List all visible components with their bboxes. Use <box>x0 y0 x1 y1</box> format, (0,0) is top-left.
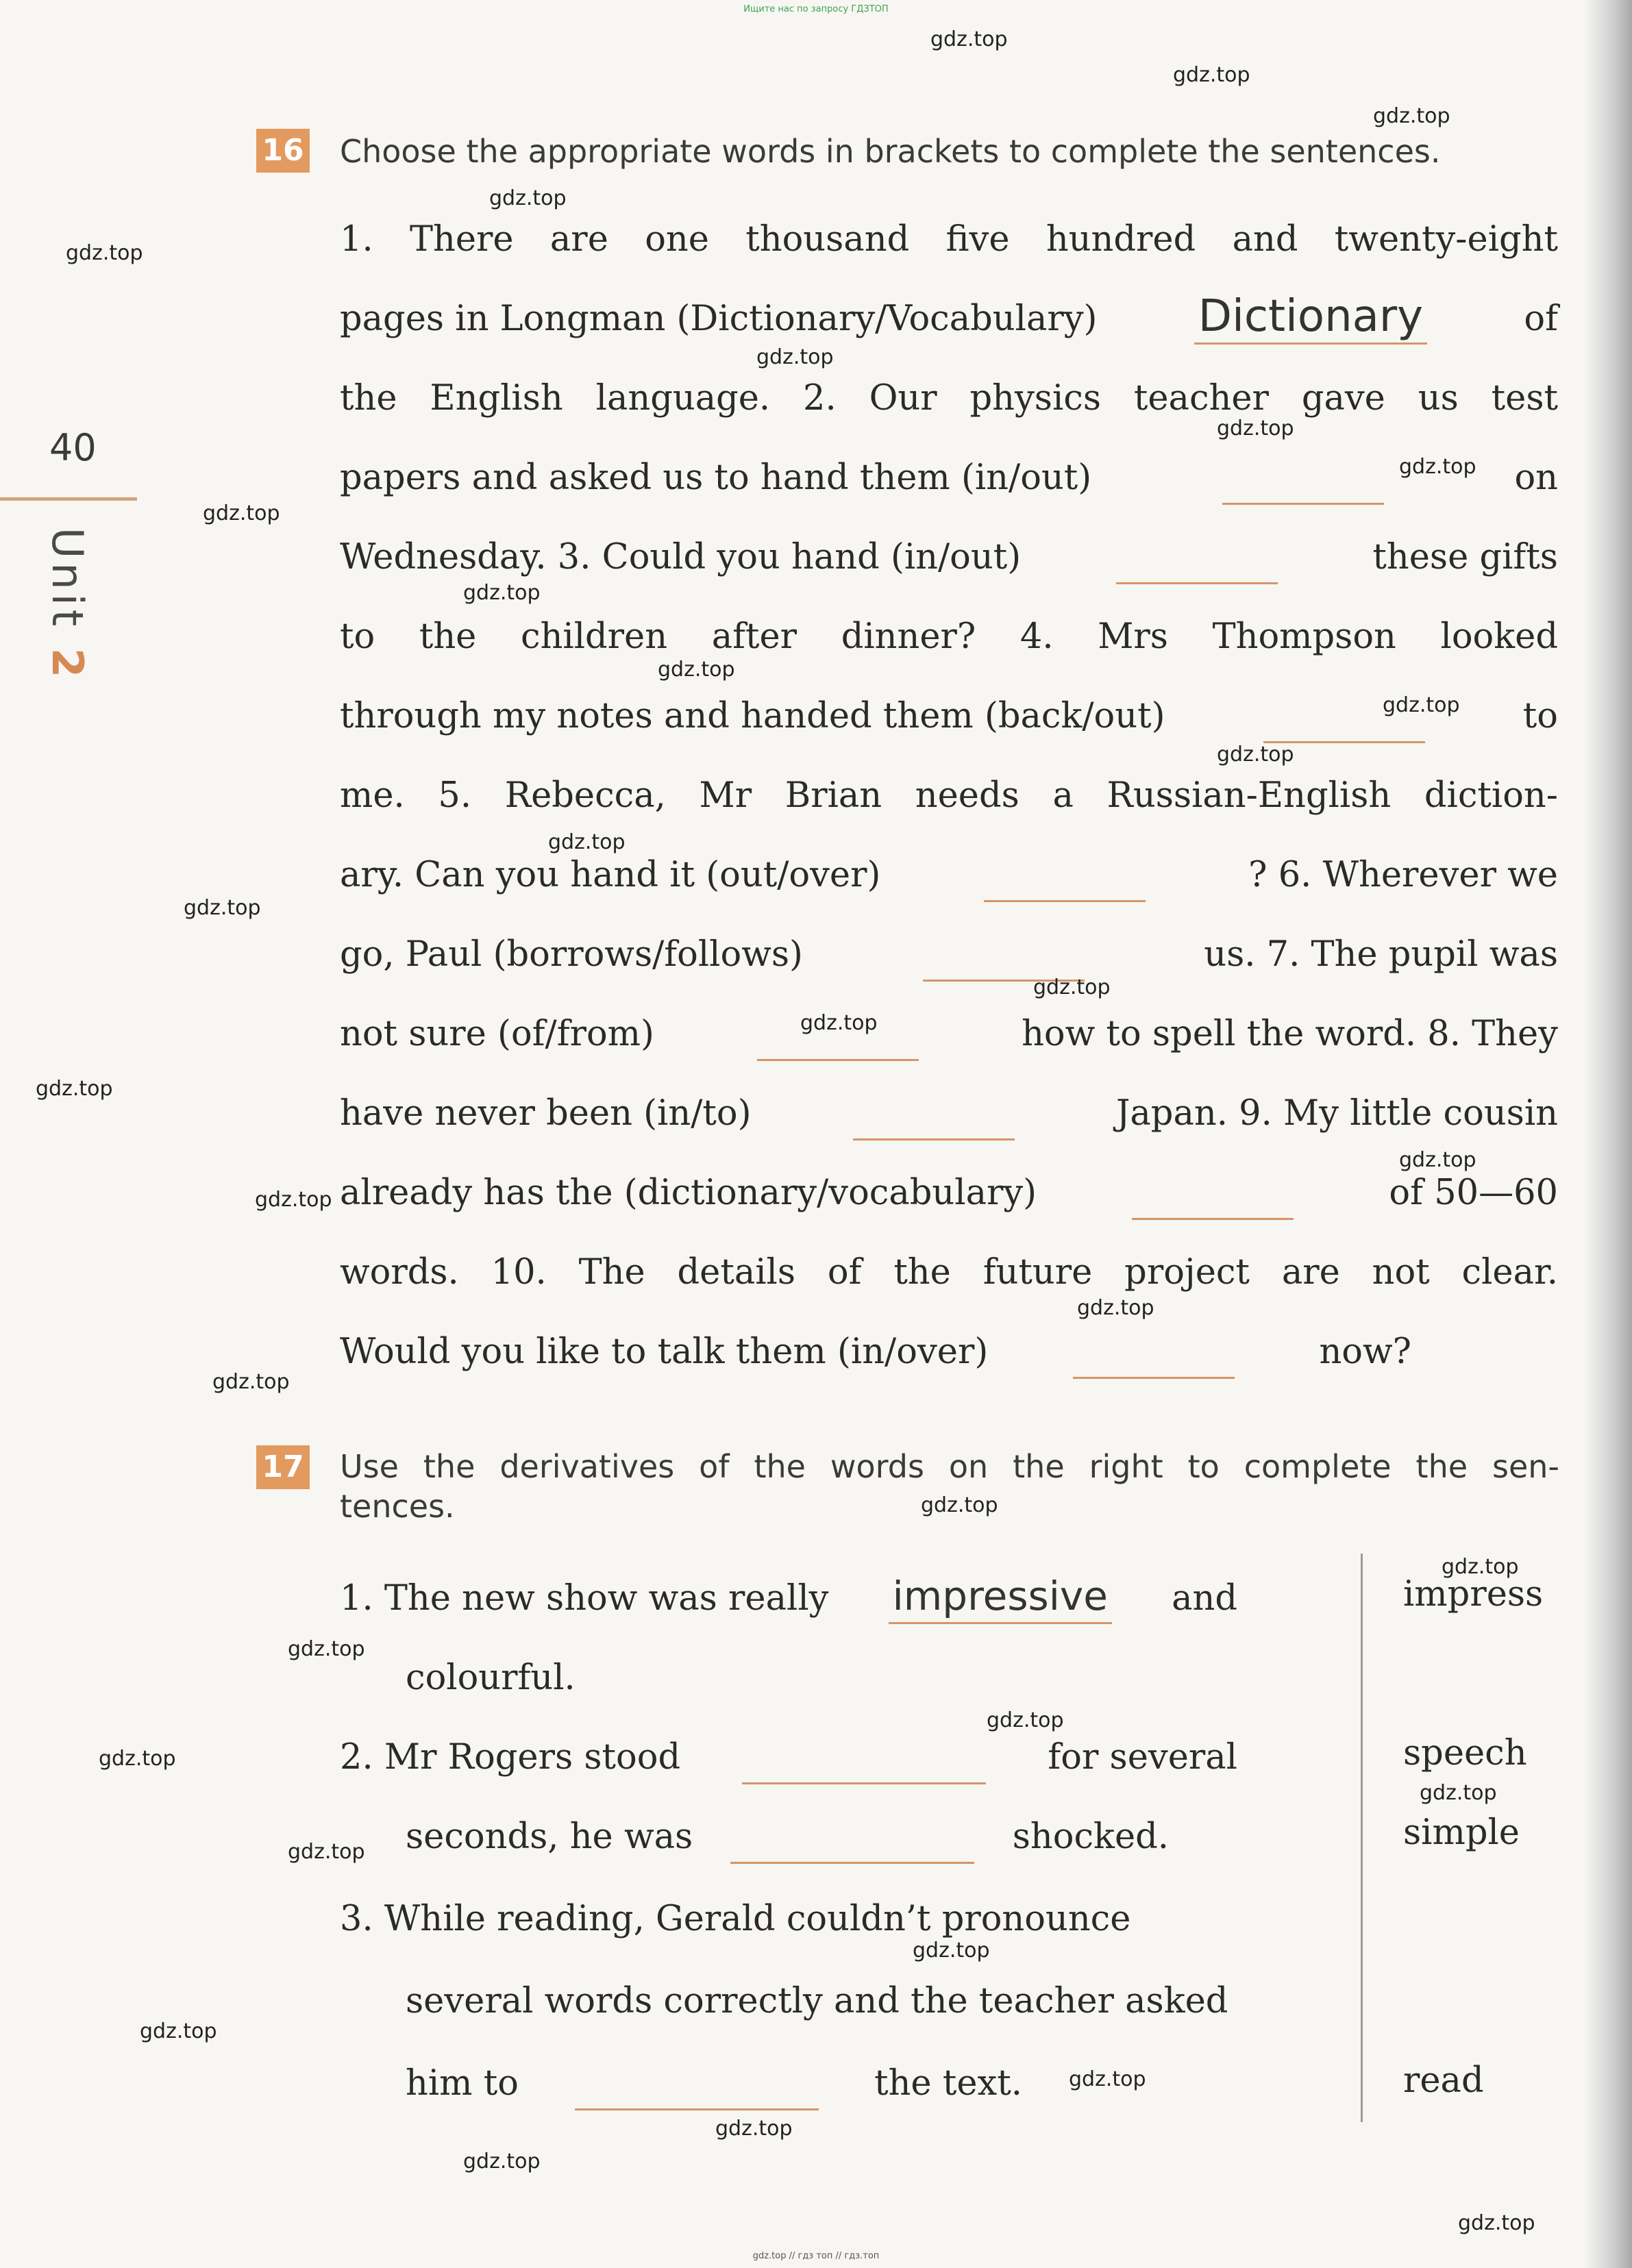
watermark: gdz.top <box>1383 693 1460 717</box>
watermark: gdz.top <box>463 2149 541 2173</box>
root-word-read: read <box>1403 2060 1484 2101</box>
watermark: gdz.top <box>99 1747 176 1771</box>
watermark: gdz.top <box>140 2019 217 2043</box>
text-segment: papers and asked us to hand them (in/out) <box>340 458 1092 498</box>
watermark: gdz.top <box>463 581 541 605</box>
answer-blank[interactable] <box>1116 541 1278 584</box>
text-segment: Would you like to talk them (in/over) <box>340 1332 989 1372</box>
ex16-line <box>340 359 1558 438</box>
text-segment: 1. There are one thousand five hundred and twenty-eight <box>340 219 1558 260</box>
watermark: gdz.top <box>1173 63 1250 87</box>
watermark: gdz.top <box>548 830 626 854</box>
ex16-line <box>340 200 1558 279</box>
text-segment: go, Paul (borrows/follows) <box>340 934 803 975</box>
ex17-text: seconds, he was <box>406 1817 693 1857</box>
watermark: gdz.top <box>1442 1555 1519 1579</box>
ex17-text: shocked. <box>1012 1817 1169 1857</box>
watermark: gdz.top <box>930 27 1008 51</box>
ex16-line <box>340 995 1558 1074</box>
text-segment: already has the (dictionary/vocabulary) <box>340 1173 1037 1213</box>
text-segment: ? 6. Wherever we <box>1248 855 1558 895</box>
answer-blank[interactable] <box>1132 1177 1294 1220</box>
ex16-line <box>340 1312 1411 1392</box>
watermark: gdz.top <box>184 896 261 920</box>
exercise-17-instruction-line-1: Use the derivatives of the words on the right to complete the sen- <box>340 1448 1559 1485</box>
text-segment: of 50—60 <box>1389 1173 1558 1213</box>
answer-blank[interactable] <box>853 1097 1015 1141</box>
exercise-17-instruction-line-2: tences. <box>340 1488 455 1525</box>
ex16-line <box>340 677 1558 756</box>
ex17-blank-2a[interactable] <box>742 1741 986 1784</box>
ex17-line-3 <box>340 1718 1237 1797</box>
unit-word: Unit <box>42 527 92 631</box>
watermark: gdz.top <box>36 1077 113 1101</box>
ex17-text: and <box>1172 1578 1237 1619</box>
page-edge-shadow <box>1584 0 1632 2268</box>
root-word-impress: impress <box>1403 1574 1544 1615</box>
ex17-text: 1. The new show was really <box>340 1578 829 1619</box>
top-note: Ищите нас по запросу ГДЗТОП <box>743 4 889 14</box>
watermark: gdz.top <box>921 1493 998 1517</box>
watermark: gdz.top <box>658 658 735 682</box>
ex17-blank-3[interactable] <box>575 2067 819 2110</box>
ex16-line <box>340 756 1558 836</box>
ex16-line <box>340 1154 1558 1233</box>
exercise-16-badge: 16 <box>256 129 310 173</box>
answer-handwritten[interactable]: Dictionary <box>1194 295 1427 345</box>
ex16-line <box>340 915 1558 995</box>
watermark: gdz.top <box>800 1011 878 1035</box>
watermark: gdz.top <box>1458 2211 1535 2235</box>
watermark: gdz.top <box>913 1939 990 1962</box>
text-segment: pages in Longman (Dictionary/Vocabulary) <box>340 299 1098 339</box>
watermark: gdz.top <box>489 186 567 210</box>
root-word-simple: simple <box>1403 1812 1520 1853</box>
ex17-text: for several <box>1048 1737 1237 1778</box>
text-segment: ary. Can you hand it (out/over) <box>340 855 881 895</box>
text-segment: to the children after dinner? 4. Mrs Thompson looked <box>340 616 1558 657</box>
text-segment: on <box>1514 458 1558 498</box>
watermark: gdz.top <box>288 1637 365 1661</box>
watermark: gdz.top <box>288 1840 365 1864</box>
root-word-speech: speech <box>1403 1733 1527 1773</box>
watermark: gdz.top <box>1217 743 1294 767</box>
ex17-column-divider <box>1361 1554 1363 2122</box>
ex17-line-2: colourful. <box>406 1658 576 1698</box>
watermark: gdz.top <box>756 345 834 369</box>
answer-blank[interactable] <box>1222 462 1384 505</box>
watermark: gdz.top <box>1399 455 1476 479</box>
unit-number: 2 <box>42 647 92 682</box>
page-number: 40 <box>49 426 97 469</box>
text-segment: how to spell the word. 8. They <box>1022 1014 1558 1054</box>
exercise-17-badge: 17 <box>256 1445 310 1489</box>
watermark: gdz.top <box>255 1188 332 1212</box>
ex16-line <box>340 1074 1558 1154</box>
ex16-line <box>340 836 1558 915</box>
watermark: gdz.top <box>203 501 280 525</box>
text-segment: words. 10. The details of the future project are not clear. <box>340 1252 1558 1293</box>
text-segment: not sure (of/from) <box>340 1014 654 1054</box>
watermark: gdz.top <box>1420 1781 1497 1805</box>
text-segment: these gifts <box>1372 537 1558 577</box>
ex17-line-7 <box>406 2044 1022 2123</box>
text-segment: now? <box>1319 1332 1411 1372</box>
text-segment: the English language. 2. Our physics teacher gave us test <box>340 378 1558 419</box>
text-segment: to <box>1522 696 1558 736</box>
watermark: gdz.top <box>1217 416 1294 440</box>
text-segment: of <box>1524 299 1558 339</box>
ex16-line <box>340 279 1558 359</box>
ex17-text: him to <box>406 2063 519 2104</box>
text-segment: us. 7. The pupil was <box>1204 934 1558 975</box>
bottom-note: gdz.top // гдз топ // гдз.топ <box>752 2251 880 2261</box>
text-segment: Wednesday. 3. Could you hand (in/out) <box>340 537 1022 577</box>
unit-label <box>42 527 92 682</box>
exercise-16-instruction: Choose the appropriate words in brackets to complete the sentences. <box>340 133 1441 170</box>
watermark: gdz.top <box>66 241 143 265</box>
text-segment: Japan. 9. My little cousin <box>1115 1093 1558 1134</box>
ex17-line-1 <box>340 1559 1237 1638</box>
ex17-line-4 <box>406 1797 1169 1877</box>
ex16-line <box>340 1233 1558 1312</box>
watermark: gdz.top <box>212 1370 290 1394</box>
ex17-answer-1[interactable]: impressive <box>889 1574 1112 1624</box>
text-segment: me. 5. Rebecca, Mr Brian needs a Russian-English diction- <box>340 775 1558 816</box>
watermark: gdz.top <box>1069 2067 1146 2091</box>
ex16-line <box>340 438 1558 518</box>
watermark: gdz.top <box>715 2117 793 2141</box>
text-segment: through my notes and handed them (back/out) <box>340 696 1165 736</box>
ex17-line-5: 3. While reading, Gerald couldn’t pronounce <box>340 1899 1131 1939</box>
watermark: gdz.top <box>1373 104 1450 128</box>
answer-blank[interactable] <box>1073 1336 1235 1379</box>
watermark: gdz.top <box>1399 1148 1476 1172</box>
watermark: gdz.top <box>1077 1296 1154 1320</box>
ex17-line-6: several words correctly and the teacher asked <box>406 1981 1228 2021</box>
answer-blank[interactable] <box>984 859 1146 902</box>
watermark: gdz.top <box>987 1708 1064 1732</box>
side-divider <box>0 497 137 501</box>
ex17-text: the text. <box>874 2063 1022 2104</box>
ex16-line <box>340 597 1558 677</box>
ex17-blank-2b[interactable] <box>730 1821 974 1864</box>
ex17-text: 2. Mr Rogers stood <box>340 1737 681 1778</box>
watermark: gdz.top <box>1033 975 1111 999</box>
text-segment: have never been (in/to) <box>340 1093 752 1134</box>
